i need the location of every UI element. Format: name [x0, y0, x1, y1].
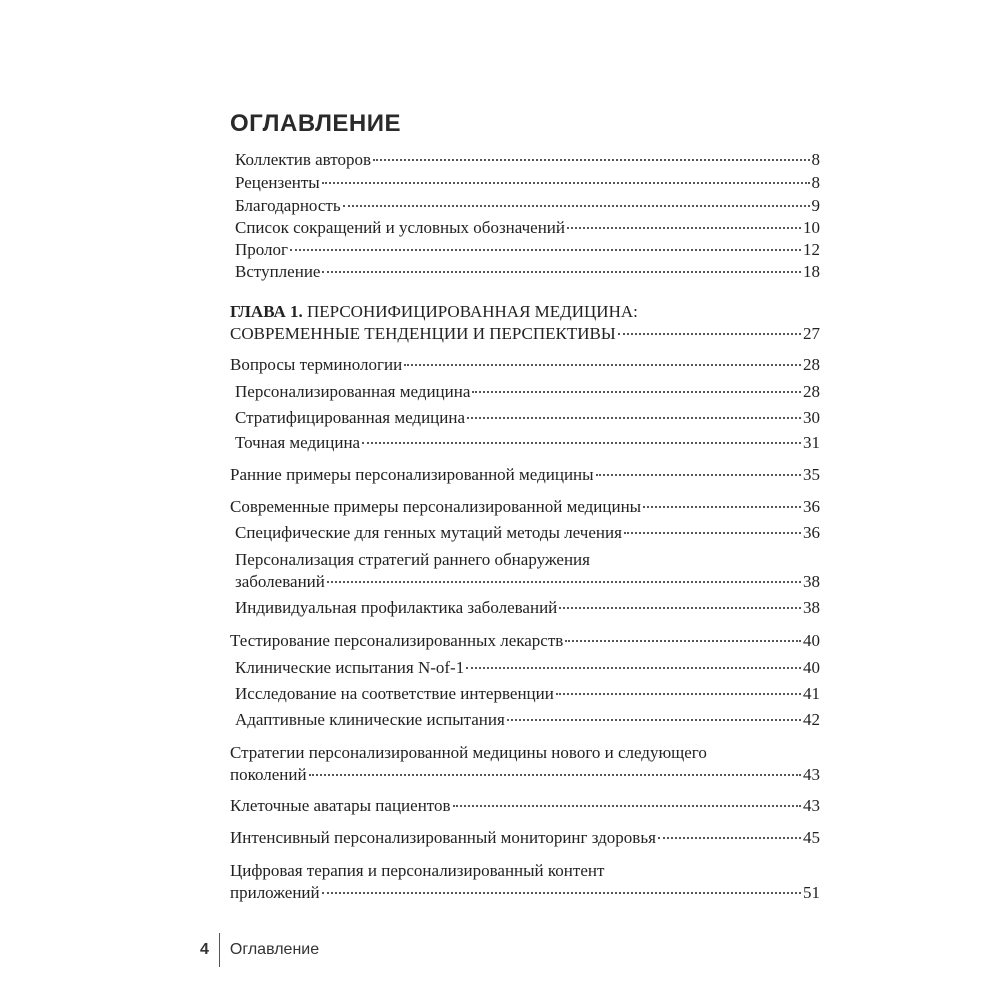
footer-section-title: Оглавление	[229, 941, 320, 958]
toc-entry-label: Благодарность	[235, 196, 341, 215]
leader-dots	[559, 607, 801, 609]
leader-dots	[309, 774, 801, 776]
toc-entry-page: 28	[803, 382, 820, 401]
footer-divider	[219, 933, 220, 967]
leader-dots	[322, 892, 801, 894]
toc-entry-page: 43	[803, 765, 820, 784]
toc-entry-label: Персонализированная медицина	[235, 382, 471, 401]
toc-entry-label: Пролог	[235, 240, 289, 259]
toc-entry-page: 28	[803, 355, 820, 374]
toc-entry[interactable]	[230, 629, 820, 653]
toc-entry[interactable]	[235, 260, 820, 284]
toc-entry[interactable]	[230, 495, 820, 519]
toc-entry-label: заболеваний	[235, 572, 325, 591]
toc-entry-label: Тестирование персонализированных лекарств	[230, 631, 564, 650]
toc-entry[interactable]	[235, 171, 820, 195]
toc-entry-label: Вопросы терминологии	[230, 355, 403, 374]
toc-entry-label: Рецензенты	[235, 173, 320, 192]
toc-subentry[interactable]	[235, 406, 820, 430]
toc-entry-line1[interactable]: Стратегии персонализированной медицины нового и следующего	[230, 743, 707, 762]
leader-dots	[565, 640, 801, 642]
toc-entry-label: Интенсивный персонализированный мониторинг здоровья	[230, 828, 656, 847]
toc-entry-label: Адаптивные клинические испытания	[235, 710, 505, 729]
toc-entry[interactable]	[230, 881, 820, 905]
toc-entry[interactable]	[230, 794, 820, 818]
toc-entry-label: Список сокращений и условных обозначений	[235, 218, 566, 237]
toc-entry-label: Клеточные аватары пациентов	[230, 796, 451, 815]
toc-subentry[interactable]	[235, 521, 820, 545]
toc-entry-label: Коллектив авторов	[235, 150, 371, 169]
toc-entry-label: Специфические для генных мутаций методы лечения	[235, 523, 622, 542]
toc-entry-page: 42	[803, 710, 820, 729]
toc-entry[interactable]	[235, 216, 820, 240]
leader-dots	[322, 182, 810, 184]
toc-subentry[interactable]	[235, 708, 820, 732]
leader-dots	[322, 271, 801, 273]
toc-subentry[interactable]	[235, 682, 820, 706]
toc-entry-page: 40	[803, 658, 820, 677]
chapter-page: 27	[803, 324, 820, 343]
leader-dots	[343, 205, 810, 207]
toc-subentry-line1[interactable]: Персонализация стратегий раннего обнаружения	[235, 550, 590, 569]
toc-entry-page: 43	[803, 796, 820, 815]
toc-entry-label: Современные примеры персонализированной медицины	[230, 497, 642, 516]
leader-dots	[466, 667, 801, 669]
toc-entry-page: 36	[803, 523, 820, 542]
toc-entry-label: Ранние примеры персонализированной медицины	[230, 465, 594, 484]
toc-subentry[interactable]	[235, 570, 820, 594]
page-title: ОГЛАВЛЕНИЕ	[230, 110, 402, 137]
toc-entry[interactable]	[235, 238, 820, 262]
chapter-prefix: ГЛАВА 1.	[230, 302, 303, 321]
toc-entry[interactable]	[230, 826, 820, 850]
page-footer	[200, 933, 319, 967]
toc-entry-label: Клинические испытания N-of-1	[235, 658, 465, 677]
leader-dots	[556, 693, 801, 695]
chapter-title-line2[interactable]	[230, 322, 820, 346]
leader-dots	[373, 159, 810, 161]
leader-dots	[507, 719, 801, 721]
toc-entry-page: 45	[803, 828, 820, 847]
toc-entry-page: 10	[803, 218, 820, 237]
toc-entry-line1[interactable]: Цифровая терапия и персонализированный контент	[230, 861, 605, 880]
toc-entry-page: 18	[803, 262, 820, 281]
leader-dots	[453, 805, 801, 807]
toc-entry-page: 38	[803, 598, 820, 617]
toc-entry-label: Стратифицированная медицина	[235, 408, 466, 427]
toc-entry-page: 9	[811, 196, 820, 215]
toc-entry-label: Вступление	[235, 262, 321, 281]
leader-dots	[658, 837, 801, 839]
leader-dots	[567, 227, 801, 229]
toc-entry-page: 40	[803, 631, 820, 650]
leader-dots	[596, 474, 801, 476]
leader-dots	[624, 532, 801, 534]
leader-dots	[404, 364, 801, 366]
toc-entry-label: поколений	[230, 765, 307, 784]
toc-entry[interactable]	[230, 763, 820, 787]
toc-entry-page: 51	[803, 883, 820, 902]
toc-entry-page: 8	[811, 173, 820, 192]
chapter-title-text: СОВРЕМЕННЫЕ ТЕНДЕНЦИИ И ПЕРСПЕКТИВЫ	[230, 324, 616, 343]
toc-entry-label: Точная медицина	[235, 433, 361, 452]
leader-dots	[467, 417, 801, 419]
toc-entry-label: Исследование на соответствие интервенции	[235, 684, 554, 703]
toc-entry[interactable]	[235, 194, 820, 218]
leader-dots	[327, 581, 801, 583]
leader-dots	[618, 333, 801, 335]
leader-dots	[643, 506, 801, 508]
toc-entry[interactable]	[235, 148, 820, 172]
toc-subentry[interactable]	[235, 431, 820, 455]
toc-subentry[interactable]	[235, 596, 820, 620]
toc-entry-page: 31	[803, 433, 820, 452]
toc-entry-label: Индивидуальная профилактика заболеваний	[235, 598, 558, 617]
toc-entry-page: 12	[803, 240, 820, 259]
leader-dots	[290, 249, 801, 251]
toc-entry-page: 8	[811, 150, 820, 169]
toc-entry-page: 41	[803, 684, 820, 703]
toc-entry-page: 38	[803, 572, 820, 591]
toc-subentry[interactable]	[235, 656, 820, 680]
toc-entry-page: 36	[803, 497, 820, 516]
chapter-title-line1[interactable]	[230, 300, 638, 324]
toc-subentry[interactable]	[235, 380, 820, 404]
toc-entry-page: 30	[803, 408, 820, 427]
toc-entry-label: приложений	[230, 883, 320, 902]
chapter-title-text: ПЕРСОНИФИЦИРОВАННАЯ МЕДИЦИНА:	[307, 302, 638, 321]
leader-dots	[472, 391, 801, 393]
toc-entry[interactable]	[230, 463, 820, 487]
page-number: 4	[200, 941, 209, 958]
toc-entry-page: 35	[803, 465, 820, 484]
leader-dots	[362, 442, 801, 444]
toc-entry[interactable]	[230, 353, 820, 377]
